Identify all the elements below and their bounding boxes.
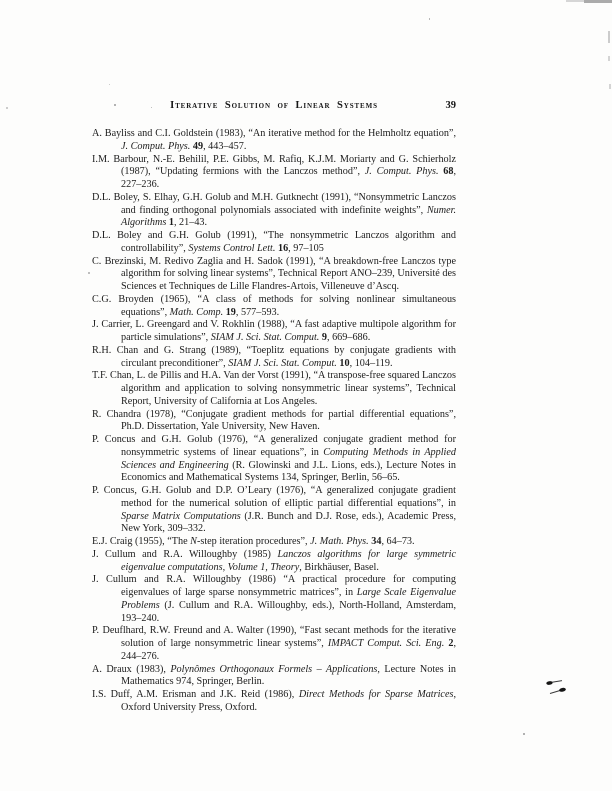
scan-edge-mark [608,31,610,43]
reference-item: R.H. Chan and G. Strang (1989), “Toeplitz equations by conjugate gradients with circulant preconditioner”, SIAM J. Sci. Stat. Comput. 10, 104–119. [92,344,456,369]
reference-item: R. Chandra (1978), “Conjugate gradient methods for partial differential equations”, Ph.D. Dissertation, Yale University, New Haven. [92,408,456,433]
scan-speck [429,18,430,20]
page-header [92,100,456,114]
pencil-mark [543,676,573,700]
reference-item: T.F. Chan, L. de Pillis and H.A. Van der Vorst (1991), “A transpose-free squared Lanczos algorithm and application to solving nonsymmetric linear systems”, Technical Report, University of California at Los Angeles. [92,370,456,407]
reference-item: J. Carrier, L. Greengard and V. Rokhlin (1988), “A fast adaptive multipole algorithm for particle simulations”, SIAM J. Sci. Stat. Comput. 9, 669–686. [92,319,456,343]
reference-item: P. Concus, G.H. Golub and D.P. O’Leary (1976), “A generalized conjugate gradient method for the numerical solution of elliptic partial differential equations”, in Sparse Matrix Computations (J.R. Bunch and D.J. Rose, eds.), Academic Press, New York, 309–332. [92,485,456,535]
reference-item: J. Cullum and R.A. Willoughby (1986) “A practical procedure for computing eigenvalues of large sparse nonsymmetric matrices”, in Large Scale Eigenvalue Problems (J. Cullum and R.A. Willoughby, eds.), North-Holland, Amsterdam, 193–240. [92,574,456,624]
page-number: 39 [445,100,456,111]
scan-speck [88,272,90,274]
scan-speck [6,107,8,109]
reference-item: D.L. Boley and G.H. Golub (1991), “The nonsymmetric Lanczos algorithm and controllability”, Systems Control Lett. 16, 97–105 [92,230,456,254]
reference-item: E.J. Craig (1955), “The N-step iteration procedures”, J. Math. Phys. 34, 64–73. [92,536,415,547]
reference-item: I.M. Barbour, N.-E. Behilil, P.E. Gibbs, M. Rafiq, K.J.M. Moriarty and G. Schierholz (1987), “Updating fermions with the Lanczos method”, J. Comput. Phys. 68, 227–236. [92,153,457,190]
scan-speck [523,733,525,735]
reference-item: C. Brezinski, M. Redivo Zaglia and H. Sadok (1991), “A breakdown-free Lanczos type algorithm for solving linear systems”, Technical Report ANO–239, Université des Sciences et Techniques de Lille Flandres-Artois, Villeneuve d’Ascq. [92,255,456,292]
reference-item: J. Cullum and R.A. Willoughby (1985) Lanczos algorithms for large symmetric eigenvalue computations, Volume 1, Theory, Birkhäuser, Basel. [92,548,456,573]
scan-edge-strip [584,0,612,3]
reference-item: P. Concus and G.H. Golub (1976), “A generalized conjugate gradient method for nonsymmetric systems of linear equations”, in Computing Methods in Applied Sciences and Engineering (R. Glowinski and J.L. Lions, eds.), Lecture Notes in Economics and Mathematical Systems 134, Springer, Berlin, 56–65. [92,434,457,484]
scan-edge-mark [608,56,610,61]
reference-item: A. Draux (1983), Polynômes Orthogonaux Formels – Applications, Lecture Notes in Mathematics 974, Springer, Berlin. [92,663,456,688]
reference-item: D.L. Boley, S. Elhay, G.H. Golub and M.H. Gutknecht (1991), “Nonsymmetric Lanczos and finding orthogonal polynomials associated with indefinite weights”, Numer. Algorithms 1, 21–43. [92,191,456,229]
reference-item: A. Bayliss and C.I. Goldstein (1983), “An iterative method for the Helmholtz equation”, J. Comput. Phys. 49, 443–457. [92,128,456,152]
reference-item: C.G. Broyden (1965), “A class of methods for solving nonlinear simultaneous equations”, Math. Comp. 19, 577–593. [92,293,456,318]
reference-item: I.S. Duff, A.M. Erisman and J.K. Reid (1986), Direct Methods for Sparse Matrices, Oxford University Press, Oxford. [92,689,456,713]
reference-item: P. Deuflhard, R.W. Freund and A. Walter (1990), “Fast secant methods for the iterative solution of large nonsymmetric linear systems”, IMPACT Comput. Sci. Eng. 2, 244–276. [92,625,456,662]
scan-edge-strip [566,0,584,2]
running-title: Iterative Solution of Linear Systems [170,100,378,111]
scan-speck [109,84,110,85]
scan-edge-mark [609,84,611,89]
reference-list [92,128,456,715]
